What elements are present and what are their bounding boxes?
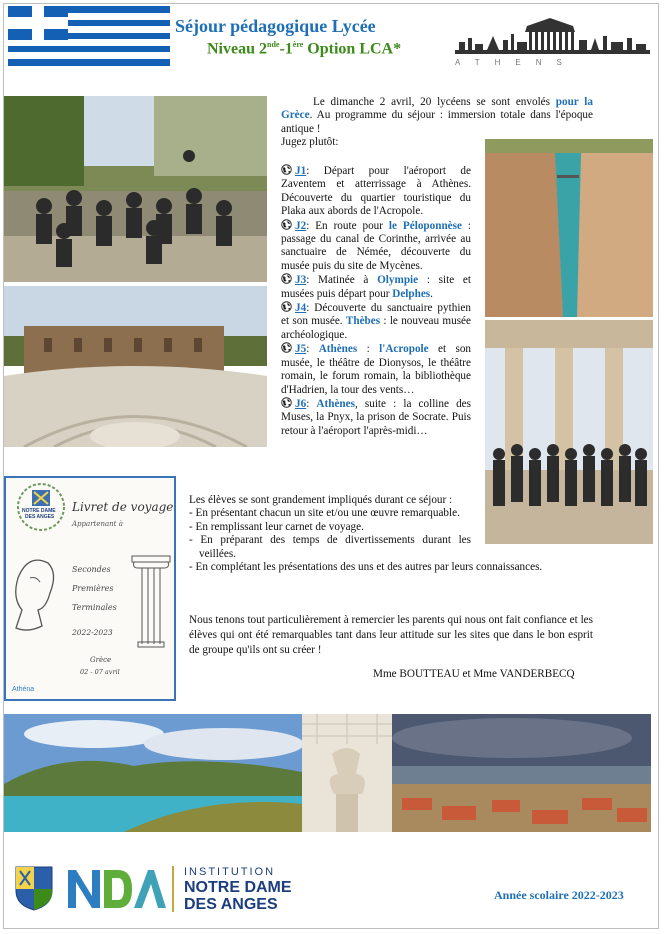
column-drawing-icon (130, 554, 172, 649)
globe-icon (281, 301, 292, 312)
booklet-year: 2022-2023 (72, 628, 113, 637)
institution-name-line2: DES ANGES (184, 896, 278, 913)
day-text: : Départ pour l'aéroport de Zaventem et atterrissage à Athènes. Découverte du quartier touristique du Plaka aux abords de l'Acropole. (281, 165, 471, 218)
intro-text: Le dimanche 2 avril, 20 lycéens se sont envolés pour la Grèce. Au programme du séjour : immersion totale dans l'époque antique ! Jugez plutôt: (281, 96, 593, 149)
coast-landscape-photo (4, 714, 302, 832)
institution-label: INSTITUTION (184, 866, 276, 878)
day-item-6 (281, 397, 471, 438)
village-rooftops-photo (392, 714, 651, 832)
globe-icon (281, 273, 292, 284)
place-highlight: Athènes (318, 343, 358, 356)
group-photo-steps (4, 96, 267, 282)
day-text: : Matinée à (306, 274, 378, 287)
day-text: : Découverte du sanctuaire pythien et son musée. (281, 302, 471, 328)
day-label: J2 (295, 219, 307, 232)
list-item: - En présentant chacun un site et/ou une œuvre remarquable. (189, 507, 460, 520)
students-intro: Les élèves se sont grandement impliqués durant ce séjour : (189, 494, 453, 506)
place-highlight: le Péloponnèse (388, 219, 462, 232)
day-text: : (306, 397, 317, 410)
day-text: , suite : la colline des Muses, la Pnyx, la prison de Socrate. Puis retour à l'aéroport l'après-midi… (281, 397, 472, 437)
nda-logo (66, 866, 166, 910)
day-text: : le nouveau musée archéologique. (281, 315, 471, 341)
place-highlight: Delphes (392, 287, 431, 300)
globe-icon (281, 219, 292, 230)
school-year: Année scolaire 2022-2023 (494, 888, 624, 902)
place-highlight: Athènes (316, 397, 355, 410)
globe-icon (281, 397, 292, 408)
footer-divider (172, 866, 174, 912)
day-text: et son musée, le théâtre de Dionysos, le théâtre romain, le forum romain, la bibliothèque d'Hadrien, la tour des vents… (281, 343, 472, 396)
day-item-3 (281, 273, 471, 301)
list-item: - En complétant les présentations des uns et des autres par leurs connaissances. (189, 561, 543, 574)
closing-paragraph: Nous tenons tout particulièrement à remercier les parents qui nous ont fait confiance et les élèves qui ont été remarquables tant dans leur attitude sur les sites que dans le bon esprit de groupe qu'ils ont su créer ! (189, 614, 593, 656)
corinth-canal-photo (485, 139, 653, 317)
globe-icon (281, 342, 292, 353)
greek-flag (8, 6, 170, 66)
booklet-subtitle: Appartenant à (72, 520, 123, 528)
day-item-4 (281, 301, 471, 342)
parthenon-group-photo (485, 320, 653, 544)
booklet-dates: 02 - 07 avril (80, 668, 120, 676)
list-item: - En préparant des temps de divertissements durant les veillées. (189, 534, 471, 560)
day-item-2 (281, 219, 471, 274)
ancient-theatre-photo (4, 286, 267, 447)
booklet-levels: Secondes Premières Terminales (72, 565, 117, 612)
day-label: J5 (295, 343, 307, 356)
day-text: . (430, 287, 433, 300)
page-title: Séjour pédagogique Lycée (175, 16, 376, 36)
globe-icon (281, 164, 292, 175)
day-label: J1 (295, 165, 307, 177)
day-item-5 (281, 342, 471, 397)
goddess-drawing-icon (8, 548, 68, 643)
day-label: J4 (295, 302, 307, 315)
students-involvement (189, 494, 543, 574)
day-label: J6 (295, 397, 307, 410)
day-program (281, 164, 471, 438)
school-crest-icon (14, 865, 54, 911)
day-text: : site et musées puis départ pour (281, 274, 472, 300)
day-label: J3 (295, 274, 307, 287)
day-text: : passage du canal de Corinthe, arrivée au sanctuaire de Némée, découverte du musée puis du site de Mycènes. (281, 219, 472, 272)
page-subtitle: Niveau 2nde-1ère Option LCA* (207, 40, 402, 58)
booklet-destination: Grèce (90, 656, 112, 664)
institution-name-line1: NOTRE DAME (184, 879, 292, 896)
greece-highlight: pour la Grèce (281, 96, 593, 122)
booklet-title: Livret de voyage (72, 500, 174, 514)
sphinx-statue-photo (302, 714, 392, 832)
day-text: : (306, 343, 319, 356)
day-text: : (357, 343, 380, 356)
list-item: - En remplissant leur carnet de voyage. (189, 520, 364, 533)
city-label: ATHENS (455, 58, 577, 67)
signature: Mme BOUTTEAU et Mme VANDERBECQ (373, 668, 575, 680)
travel-booklet-cover (4, 476, 176, 701)
athena-brand: Athéna (12, 686, 35, 693)
day-text: : En route pour (306, 219, 389, 232)
place-highlight: Thèbes (345, 315, 381, 328)
day-item-1 (281, 164, 471, 219)
seal-line1: NOTRE DAME (22, 508, 56, 514)
place-highlight: Olympie (377, 274, 419, 287)
place-highlight: l'Acropole (379, 343, 429, 356)
school-seal-icon (12, 482, 70, 532)
athens-skyline-icon (455, 16, 650, 60)
seal-line2: DES ANGES (25, 514, 55, 520)
